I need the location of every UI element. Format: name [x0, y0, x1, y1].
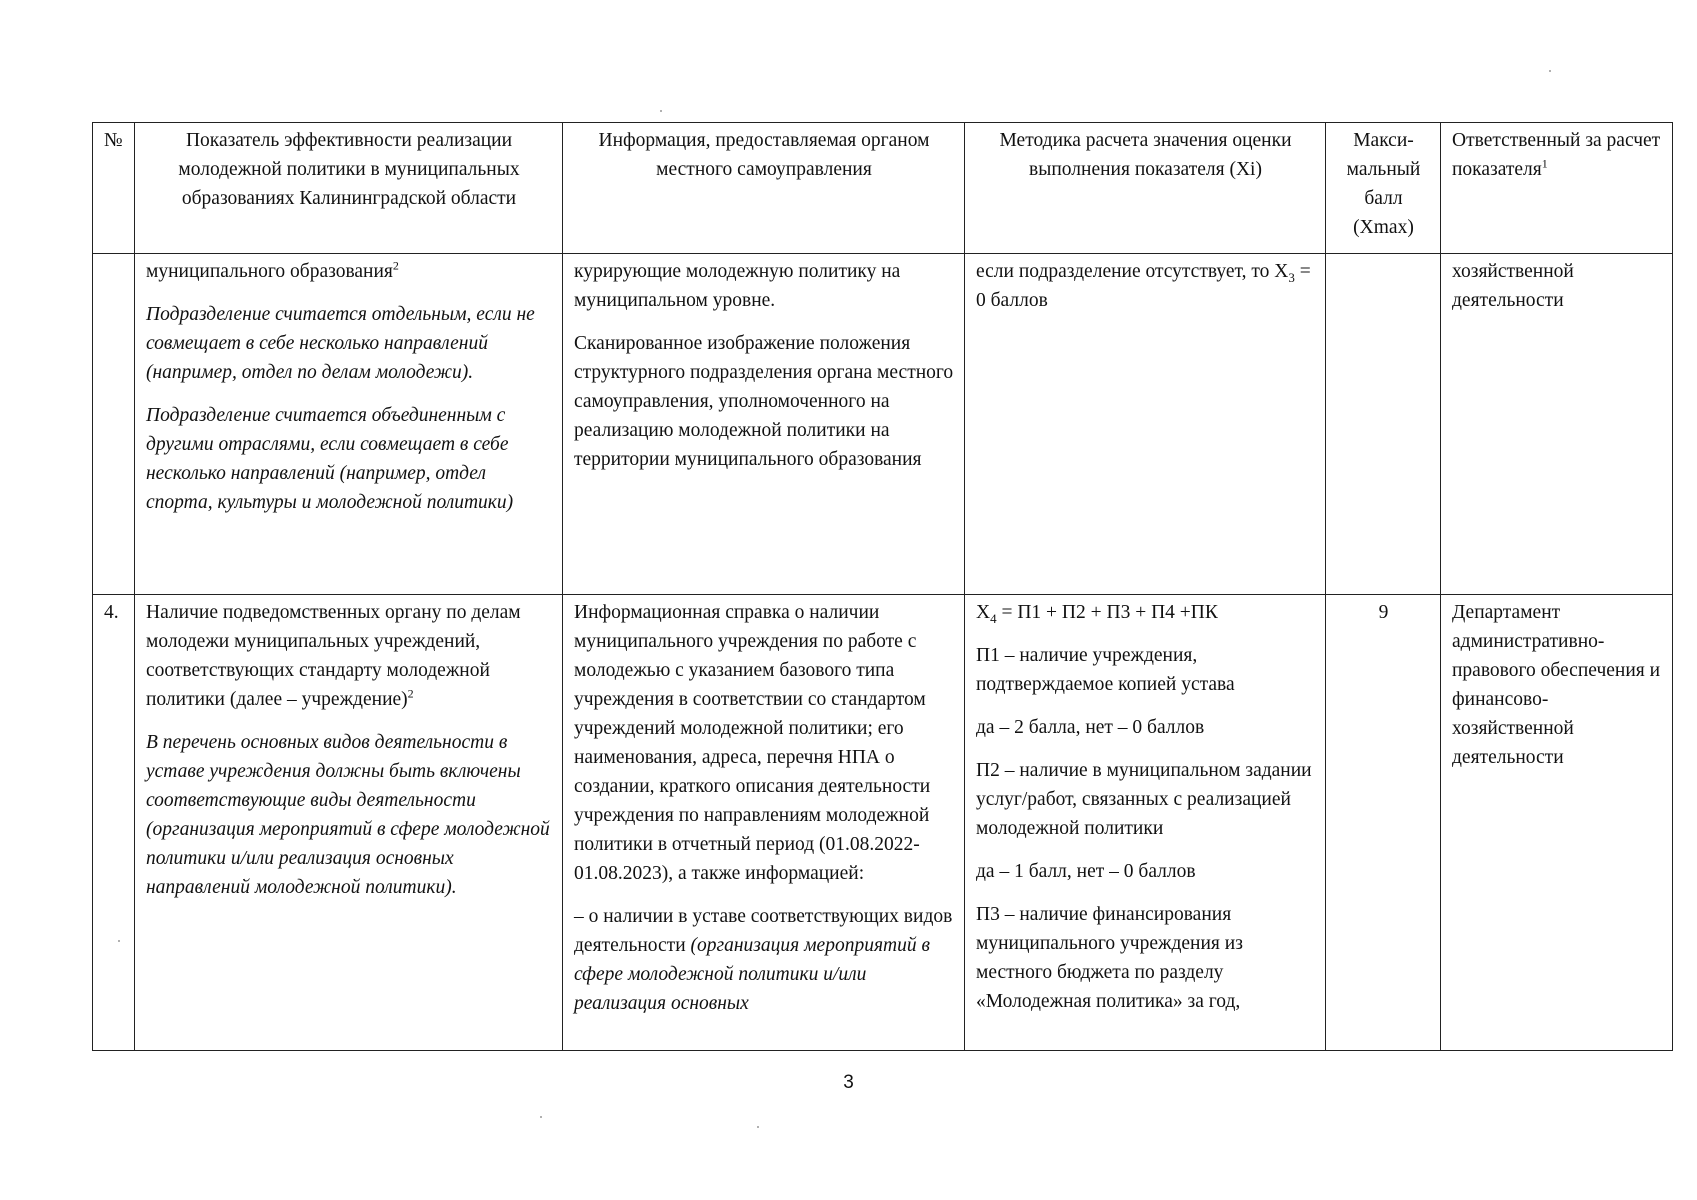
row3-note-combined: Подразделение считается объединенным с другими отраслями, если совмещает в себе несколько направлений (например, отдел спорта, культуры и молодежной политики)	[146, 405, 514, 513]
table-row	[93, 595, 1673, 1051]
row3-indicator: муниципального образования$^2$ Подразделение считается отдельным, если не совмещает в себе несколько направлений (например, отдел по делам молодежи). Подразделение считается объединенным с другими отраслями, если совмещает в себе несколько направлений (например, отдел спорта, культуры и молодежной политики)	[135, 254, 563, 595]
header-info: Информация, предоставляемая органом местного самоуправления	[563, 123, 965, 254]
page-number: 3	[843, 1072, 854, 1093]
table-header-row	[93, 123, 1673, 254]
row3-max-score	[1326, 254, 1441, 595]
row4-max-score: 9	[1326, 595, 1441, 1051]
row4-number: 4.	[93, 595, 135, 1051]
scan-speck	[118, 940, 120, 942]
header-indicator: Показатель эффективности реализации молодежной политики в муниципальных образованиях Калининградской области	[135, 123, 563, 254]
scan-speck	[757, 1126, 759, 1128]
row4-responsible: Департамент административно-правового обеспечения и финансово-хозяйственной деятельности	[1441, 595, 1673, 1051]
header-max-score: Макси- мальный балл (Xmax)	[1326, 123, 1441, 254]
row3-info: курирующие молодежную политику на муниципальном уровне. Сканированное изображение положения структурного подразделения органа местного самоуправления, уполномоченного на реализацию молодежной политики на территории муниципального образования	[563, 254, 965, 595]
row3-responsible: хозяйственной деятельности	[1441, 254, 1673, 595]
row3-note-separate: Подразделение считается отдельным, если не совмещает в себе несколько направлений (например, отдел по делам молодежи).	[146, 304, 535, 383]
table-row	[93, 254, 1673, 595]
scan-speck	[1549, 70, 1551, 72]
header-method: Методика расчета значения оценки выполнения показателя (Xi)	[965, 123, 1326, 254]
row4-method: $X_4 = П1 + П2 + П3 + П4 +ПК$ П1 – наличие учреждения, подтверждаемое копией устава да – 2 балла, нет – 0 баллов П2 – наличие в муниципальном задании услуг/работ, связанных с реализацией молодежной политики да – 1 балл, нет – 0 баллов П3 – наличие финансирования муниципального учреждения из местного бюджета по разделу «Молодежная политика» за год,	[965, 595, 1326, 1051]
header-number: №	[93, 123, 135, 254]
indicator-table	[92, 122, 1673, 1051]
row4-indicator: Наличие подведомственных органу по делам молодежи муниципальных учреждений, соответствующих стандарту молодежной политики (далее – учреждение)$^2$ В перечень основных видов деятельности в уставе учреждения должны быть включены соответствующие виды деятельности (организация мероприятий в сфере молодежной политики и/или реализация основных направлений молодежной политики).	[135, 595, 563, 1051]
row4-info: Информационная справка о наличии муниципального учреждения по работе с молодежью с указанием базового типа учреждения в соответствии со стандартом учреждений молодежной политики; его наименования, адреса, перечня НПА о создании, краткого описания деятельности учреждения по направлениям молодежной политики в отчетный период (01.08.2022-01.08.2023), а также информацией: – о наличии в уставе соответствующих видов деятельности (организация мероприятий в сфере молодежной политики и/или реализация основных	[563, 595, 965, 1051]
row3-method: если подразделение отсутствует, то $X_3 = 0$ баллов	[965, 254, 1326, 595]
scan-speck	[660, 110, 662, 112]
scan-speck	[540, 1116, 542, 1118]
row3-number	[93, 254, 135, 595]
row4-note: В перечень основных видов деятельности в уставе учреждения должны быть включены соответствующие виды деятельности (организация мероприятий в сфере молодежной политики и/или реализация основных направлений молодежной политики).	[146, 732, 550, 898]
header-responsible: Ответственный за расчет показателя$^1$	[1441, 123, 1673, 254]
row4-formula: $X_4 = П1 + П2 + П3 + П4 +ПК$	[976, 602, 1218, 626]
